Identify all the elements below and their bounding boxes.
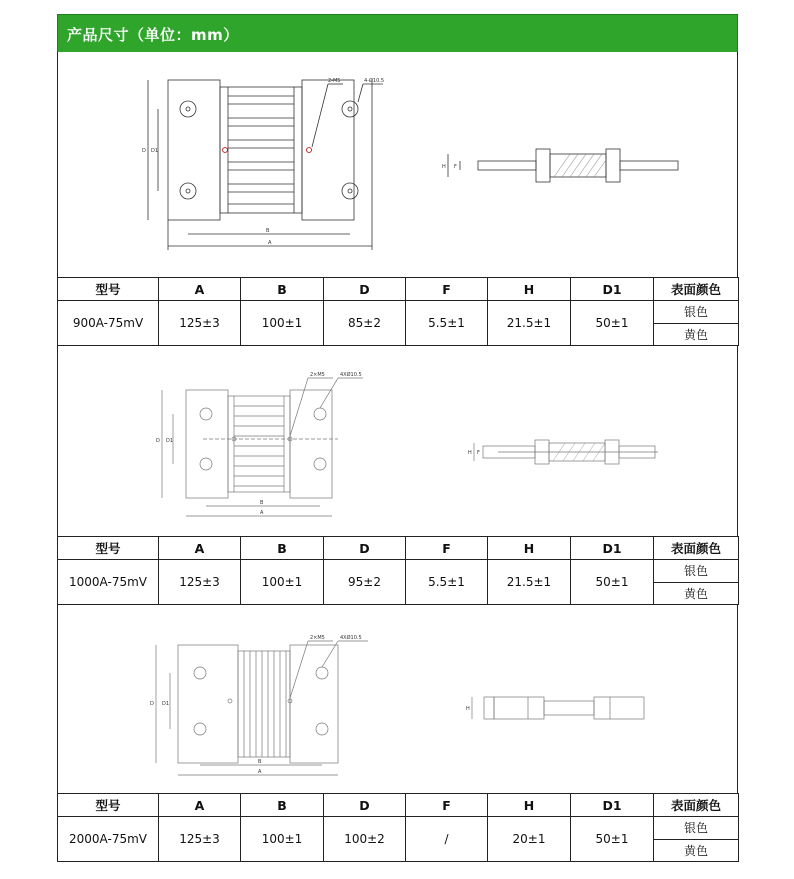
col-a: A <box>159 278 241 301</box>
label-d: D <box>156 438 160 444</box>
cell-h: 21.5±1 <box>488 301 571 346</box>
col-h: H <box>488 278 571 301</box>
col-f: F <box>406 537 488 560</box>
label-b: B <box>260 500 264 506</box>
cell-f: 5.5±1 <box>406 301 488 346</box>
cell-b: 100±1 <box>241 301 324 346</box>
cell-model: 1000A-75mV <box>58 560 159 605</box>
table-row <box>58 301 739 324</box>
cell-model: 2000A-75mV <box>58 817 159 862</box>
label-d1: D1 <box>151 148 159 154</box>
col-color: 表面颜色 <box>654 278 739 301</box>
shunt-drawing-2000a <box>58 605 737 793</box>
label-f: F <box>477 450 480 456</box>
col-d: D <box>324 278 406 301</box>
cell-a: 125±3 <box>159 817 241 862</box>
label-h: H <box>466 706 470 712</box>
label-m5: 2×M5 <box>310 635 325 641</box>
cell-b: 100±1 <box>241 817 324 862</box>
col-model: 型号 <box>58 278 159 301</box>
col-a: A <box>159 794 241 817</box>
shunt-drawing-1000a <box>58 346 737 536</box>
drawing-2000a <box>57 605 738 794</box>
cell-f: 5.5±1 <box>406 560 488 605</box>
col-h: H <box>488 537 571 560</box>
table-row <box>58 817 739 840</box>
col-d1: D1 <box>571 794 654 817</box>
label-h: H <box>468 450 472 456</box>
label-a: A <box>258 769 262 775</box>
spec-table-1000a <box>57 536 739 605</box>
col-d: D <box>324 537 406 560</box>
label-b: B <box>266 228 270 234</box>
label-a: A <box>268 240 272 246</box>
col-f: F <box>406 278 488 301</box>
cell-model: 900A-75mV <box>58 301 159 346</box>
col-f: F <box>406 794 488 817</box>
col-model: 型号 <box>58 794 159 817</box>
cell-h: 21.5±1 <box>488 560 571 605</box>
label-m5: 2×M5 <box>310 372 325 378</box>
col-d1: D1 <box>571 537 654 560</box>
drawing-1000a <box>57 346 738 537</box>
label-hole: 4XØ10.5 <box>340 635 362 641</box>
col-color: 表面颜色 <box>654 537 739 560</box>
label-d1: D1 <box>166 438 174 444</box>
cell-a: 125±3 <box>159 560 241 605</box>
label-m5: 2-M5 <box>328 78 341 84</box>
cell-f: / <box>406 817 488 862</box>
label-a: A <box>260 510 264 516</box>
cell-color-yellow: 黄色 <box>654 839 739 862</box>
cell-color-yellow: 黄色 <box>654 323 739 346</box>
cell-h: 20±1 <box>488 817 571 862</box>
label-h: H <box>442 164 446 170</box>
cell-d: 95±2 <box>324 560 406 605</box>
label-f: F <box>454 164 457 170</box>
product-dimensions-sheet <box>57 14 738 862</box>
col-h: H <box>488 794 571 817</box>
col-b: B <box>241 794 324 817</box>
cell-b: 100±1 <box>241 560 324 605</box>
cell-color-silver: 银色 <box>654 817 739 840</box>
cell-color-silver: 银色 <box>654 560 739 583</box>
table-header-row <box>58 278 739 301</box>
col-b: B <box>241 537 324 560</box>
section-title: 产品尺寸（单位：mm） <box>67 26 239 44</box>
col-d: D <box>324 794 406 817</box>
cell-color-yellow: 黄色 <box>654 582 739 605</box>
cell-d1: 50±1 <box>571 817 654 862</box>
table-header-row <box>58 794 739 817</box>
cell-color-silver: 银色 <box>654 301 739 324</box>
cell-d1: 50±1 <box>571 301 654 346</box>
label-hole: 4-Ø10.5 <box>364 78 385 84</box>
label-d1: D1 <box>162 701 170 707</box>
table-row <box>58 560 739 583</box>
label-d: D <box>142 148 146 154</box>
col-d1: D1 <box>571 278 654 301</box>
label-hole: 4XØ10.5 <box>340 372 362 378</box>
cell-d: 85±2 <box>324 301 406 346</box>
cell-d: 100±2 <box>324 817 406 862</box>
spec-table-900a <box>57 277 739 346</box>
section-header <box>57 14 738 53</box>
cell-d1: 50±1 <box>571 560 654 605</box>
label-b: B <box>258 759 262 765</box>
drawing-900a <box>57 52 738 278</box>
table-header-row <box>58 537 739 560</box>
col-b: B <box>241 278 324 301</box>
col-color: 表面颜色 <box>654 794 739 817</box>
col-a: A <box>159 537 241 560</box>
shunt-drawing-900a <box>58 52 737 277</box>
cell-a: 125±3 <box>159 301 241 346</box>
col-model: 型号 <box>58 537 159 560</box>
label-d: D <box>150 701 154 707</box>
spec-table-2000a <box>57 793 739 862</box>
